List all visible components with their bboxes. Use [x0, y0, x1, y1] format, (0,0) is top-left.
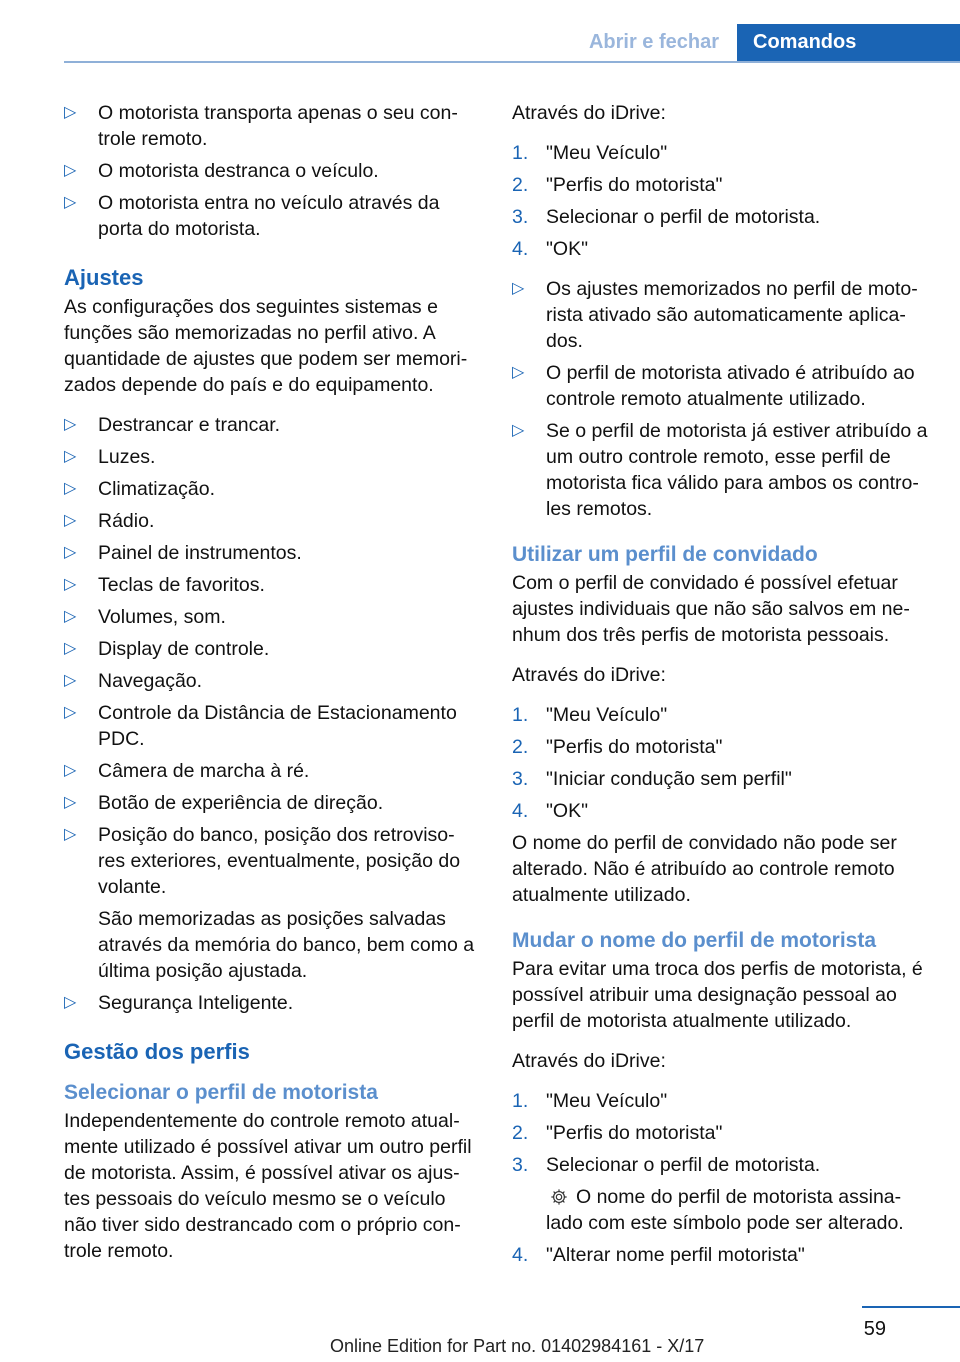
step-number: 1.	[512, 142, 529, 164]
list-item: ▷ Painel de instrumentos.	[64, 542, 302, 564]
step-number: 3.	[512, 768, 529, 790]
step-number: 2.	[512, 174, 529, 196]
bullet-marker: ▷	[64, 794, 77, 811]
step-number: 1.	[512, 1090, 529, 1112]
step-number: 4.	[512, 238, 529, 260]
list-item: ▷ O motorista destranca o veículo.	[64, 160, 379, 182]
list-item: 4. "Alterar nome perfil motorista"	[512, 1244, 805, 1266]
gestao-heading: Gestão dos perfis	[64, 1039, 250, 1064]
steps-list-3	[512, 1088, 930, 1268]
list-item: 1. "Meu Veículo"	[512, 1090, 668, 1112]
step-number: 4.	[512, 1244, 529, 1266]
list-item: 4. "OK"	[512, 800, 589, 822]
bullet-marker: ▷	[64, 608, 77, 625]
list-item: ▷ Botão de experiência de direção.	[64, 792, 384, 814]
bullet-marker: ▷	[64, 762, 77, 779]
bullet-marker: ▷	[64, 416, 77, 433]
bullet-marker: ▷	[64, 704, 77, 721]
right-column	[512, 100, 930, 1282]
list-item: ▷ Climatização.	[64, 478, 216, 500]
bullet-marker: ▷	[64, 826, 77, 843]
list-item: 3. Selecionar o perfil de motorista. O nome do perfil de motorista assina‐ lado com este símbolo pode ser alterado.	[512, 1152, 930, 1236]
convidado-heading: Utilizar um perfil de convidado	[512, 543, 818, 566]
step-number: 2.	[512, 736, 529, 758]
bullet-marker: ▷	[64, 104, 77, 121]
list-item: 1. "Meu Veículo"	[512, 142, 668, 164]
list-item: ▷ O perfil de motorista ativado é atribuído ao controle remoto atualmente utilizado.	[512, 362, 915, 410]
step-number: 3.	[512, 206, 529, 228]
list-item: ▷ Destrancar e trancar.	[64, 414, 281, 436]
list-item: ▷ O motorista transporta apenas o seu con‐ trole remoto.	[64, 102, 458, 150]
left-column	[64, 100, 478, 1264]
steps-list-1	[512, 140, 930, 262]
profile-notes-list	[512, 276, 930, 522]
list-item: 2. "Perfis do motorista"	[512, 736, 723, 758]
bullet-marker: ▷	[64, 576, 77, 593]
bullet-marker: ▷	[64, 480, 77, 497]
list-item: ▷ Volumes, som.	[64, 606, 226, 628]
mudar-text: Para evitar uma troca dos perfis de motorista, é possível atribuir uma designação pessoal ao perfil de motorista atualmente utilizado.	[512, 958, 923, 1032]
list-item: ▷ Posição do banco, posição dos retroviso‐ res exteriores, eventualmente, posição do volante. São memorizadas as posições salvadas através da memória do banco, bem como a última posição ajustada.	[64, 822, 478, 984]
idrive-label: Através do iDrive:	[512, 102, 666, 124]
list-item: ▷ Os ajustes memorizados no perfil de moto‐ rista ativado são automaticamente aplica‐ dos.	[512, 278, 918, 352]
header-rule	[64, 61, 960, 63]
idrive-label: Através do iDrive:	[512, 664, 666, 686]
list-item: ▷ Luzes.	[64, 446, 156, 468]
edition-footer: Online Edition for Part no. 01402984161 - X/17	[330, 1336, 705, 1356]
bullet-marker: ▷	[64, 162, 77, 179]
bullet-marker: ▷	[64, 640, 77, 657]
mudar-heading: Mudar o nome do perfil de motorista	[512, 929, 877, 952]
ajustes-heading: Ajustes	[64, 265, 144, 290]
list-item: ▷ O motorista entra no veículo através da porta do motorista.	[64, 192, 440, 240]
list-item: 1. "Meu Veículo"	[512, 704, 668, 726]
step-number: 3.	[512, 1154, 529, 1176]
footer-rule	[862, 1306, 960, 1308]
bullet-marker: ▷	[64, 994, 77, 1011]
step-number: 4.	[512, 800, 529, 822]
ajustes-text: As configurações dos seguintes sistemas e funções são memorizadas no perfil ativo. A quantidade de ajustes que podem ser memori‐ zados depende do país e do equipamento.	[64, 296, 468, 396]
bullet-marker: ▷	[64, 544, 77, 561]
idrive-label: Através do iDrive:	[512, 1050, 666, 1072]
list-item: 3. Selecionar o perfil de motorista.	[512, 206, 821, 228]
gear-icon	[550, 1187, 568, 1205]
list-item: ▷ Câmera de marcha à ré.	[64, 760, 310, 782]
bullet-marker: ▷	[64, 194, 77, 211]
steps-list-2	[512, 702, 930, 824]
list-item: ▷ Se o perfil de motorista já estiver atribuído a um outro controle remoto, esse perfil de motorista fica válido para ambos os contro‐ les remotos.	[512, 420, 928, 520]
list-item: ▷ Navegação.	[64, 670, 203, 692]
bullet-marker: ▷	[512, 280, 525, 297]
bullet-marker: ▷	[64, 512, 77, 529]
bullet-marker: ▷	[512, 364, 525, 381]
seat-item-note: São memorizadas as posições salvadas através da memória do banco, bem como a última posição ajustada.	[98, 908, 475, 982]
list-item: 2. "Perfis do motorista"	[512, 1122, 723, 1144]
driver-conditions-list	[64, 100, 478, 242]
list-item: ▷ Rádio.	[64, 510, 155, 532]
bullet-marker: ▷	[512, 422, 525, 439]
list-item: 2. "Perfis do motorista"	[512, 174, 723, 196]
ajustes-list	[64, 412, 478, 1016]
step-3-note: O nome do perfil de motorista assina‐ lado com este símbolo pode ser alterado.	[546, 1186, 904, 1234]
list-item: 3. "Iniciar condução sem perfil"	[512, 768, 792, 790]
tab-abrir-e-fechar[interactable]: Abrir e fechar	[588, 31, 720, 53]
list-item: ▷ Display de controle.	[64, 638, 270, 660]
selecionar-text: Independentemente do controle remoto atual‐ mente utilizado é possível ativar um outro perfil de motorista. Assim, é possível ativar os ajus‐ tes pessoais do veículo mesmo se o veículo não tiver sido destrancado com o próprio con‐ trole remoto.	[64, 1110, 472, 1262]
list-item: ▷ Controle da Distância de Estacionamento PDC.	[64, 702, 457, 750]
convidado-note: O nome do perfil de convidado não pode ser alterado. Não é atribuído ao controle remoto atualmente utilizado.	[512, 832, 897, 906]
tab-comandos[interactable]: Comandos	[737, 24, 960, 61]
step-number: 1.	[512, 704, 529, 726]
list-item: ▷ Teclas de favoritos.	[64, 574, 265, 596]
page-number: 59	[863, 1318, 886, 1340]
step-number: 2.	[512, 1122, 529, 1144]
bullet-marker: ▷	[64, 672, 77, 689]
convidado-text: Com o perfil de convidado é possível efetuar ajustes individuais que não são salvos em ne‐ nhum dos três perfis de motorista pessoais.	[512, 572, 910, 646]
selecionar-heading: Selecionar o perfil de motorista	[64, 1081, 378, 1104]
list-item: 4. "OK"	[512, 238, 589, 260]
list-item: ▷ Segurança Inteligente.	[64, 992, 294, 1014]
bullet-marker: ▷	[64, 448, 77, 465]
